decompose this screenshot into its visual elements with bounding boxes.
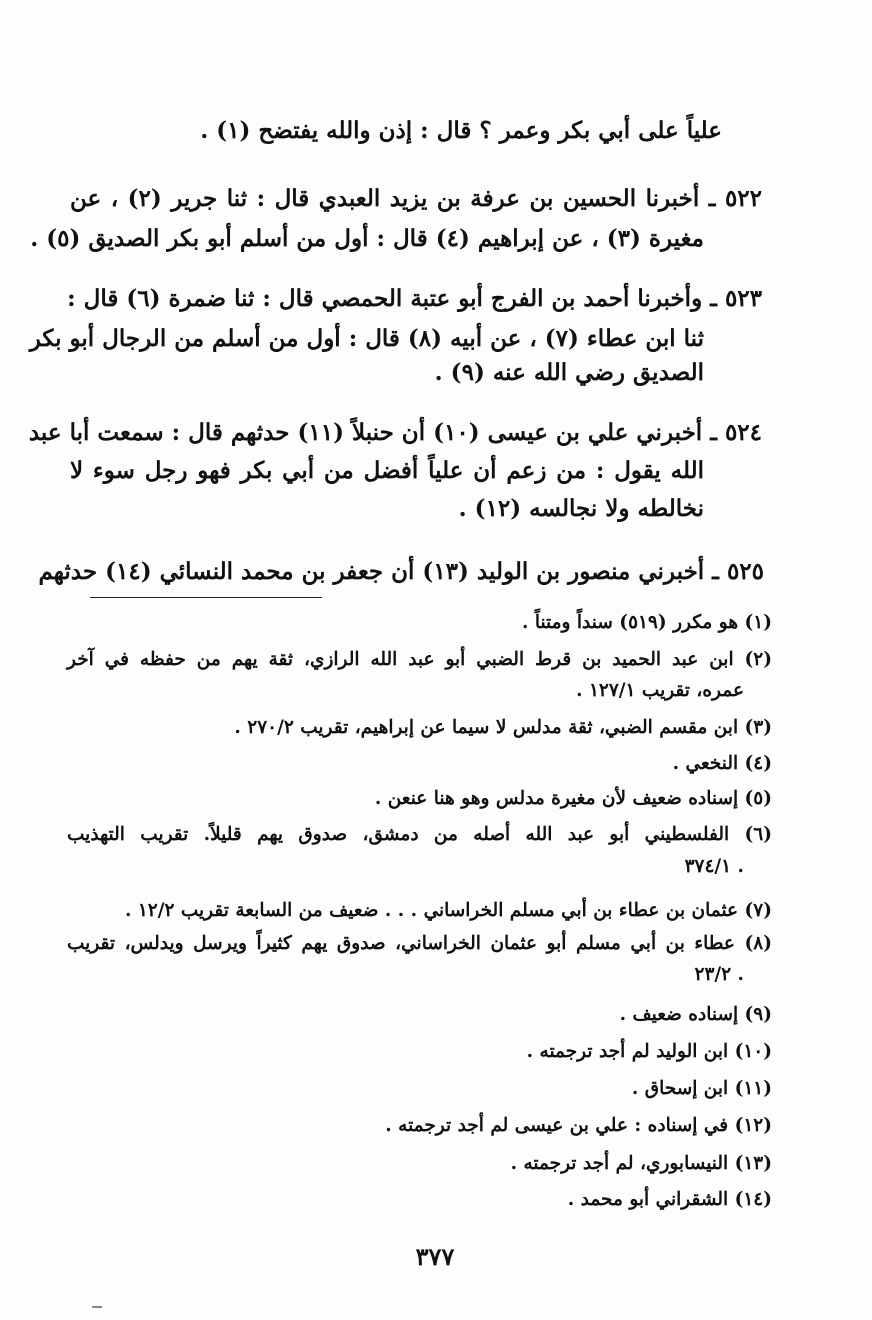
footnote-2-line-1: (٢) ابن عبد الحميد بن قرط الضبي أبو عبد الله الرازي، ثقة يهم من حفظه في آخر [67, 649, 772, 670]
narration-524-line-2: الله يقول : من زعم أن علياً أفضل من أبي بكر فهو رجل سوء لا [70, 457, 704, 484]
footnote-7: (٧) عثمان بن عطاء بن أبي مسلم الخراساني . . . ضعيف من السابعة تقريب ١٢/٢ . [124, 900, 772, 921]
footnote-6-line-1: (٦) الفلسطيني أبو عبد الله أصله من دمشق، صدوق يهم قليلاً. تقريب التهذيب [67, 824, 772, 845]
text-line: علياً على أبي بكر وعمر ؟ قال : إذن والله يفتضح (١) . [200, 117, 722, 144]
footnote-12: (١٢) في إسناده : علي بن عيسى لم أجد ترجمته . [385, 1115, 772, 1136]
narration-523-line-2: ثنا ابن عطاء (٧) ، عن أبيه (٨) قال : أول من أسلم من الرجال أبو بكر [29, 325, 704, 352]
narration-524-line-1: ٥٢٤ ـ أخبرني علي بن عيسى (١٠) أن حنبلاً (١١) حدثهم قال : سمعت أبا عبد [28, 419, 762, 446]
footnote-9: (٩) إسناده ضعيف . [619, 1004, 772, 1025]
narration-523-line-1: ٥٢٣ ـ وأخبرنا أحمد بن الفرج أبو عتبة الحمصي قال : ثنا ضمرة (٦) قال : [67, 285, 762, 312]
footnote-5: (٥) إسناده ضعيف لأن مغيرة مدلس وهو هنا عنعن . [374, 788, 772, 809]
footnote-10: (١٠) ابن الوليد لم أجد ترجمته . [526, 1041, 772, 1062]
footnote-separator [90, 597, 322, 598]
narration-523-line-3: الصديق رضي الله عنه (٩) . [434, 359, 704, 386]
footnote-1: (١) هو مكرر (٥١٩) سنداً ومتناً . [521, 612, 772, 633]
footnote-14: (١٤) الشقراني أبو محمد . [567, 1189, 772, 1210]
footnote-4: (٤) النخعي . [672, 753, 772, 774]
footnote-6-line-2: ٣٧٤/١ . [684, 856, 744, 877]
footnote-13: (١٣) النيسابوري، لم أجد ترجمته . [510, 1153, 772, 1174]
footnote-2-line-2: عمره، تقريب ١٢٧/١ . [576, 680, 744, 701]
footnote-8-line-2: ٢٣/٢ . [694, 964, 744, 985]
narration-524-line-3: نخالطه ولا نجالسه (١٢) . [458, 495, 704, 522]
page-number: ٣٧٧ [415, 1242, 455, 1271]
scan-speck [92, 1306, 102, 1308]
narration-522-line-2: مغيرة (٣) ، عن إبراهيم (٤) قال : أول من أسلم أبو بكر الصديق (٥) . [30, 225, 704, 252]
narration-522-line-1: ٥٢٢ ـ أخبرنا الحسين بن عرفة بن يزيد العبدي قال : ثنا جرير (٢) ، عن [70, 185, 762, 212]
footnote-3: (٣) ابن مقسم الضبي، ثقة مدلس لا سيما عن إبراهيم، تقريب ٢٧٠/٢ . [234, 717, 772, 738]
footnote-8-line-1: (٨) عطاء بن أبي مسلم أبو عثمان الخراساني، صدوق يهم كثيراً ويرسل ويدلس، تقريب [67, 933, 772, 954]
narration-525-line-1: ٥٢٥ ـ أخبرني منصور بن الوليد (١٣) أن جعفر بن محمد النسائي (١٤) حدثهم [38, 558, 764, 585]
footnote-11: (١١) ابن إسحاق . [631, 1078, 772, 1099]
